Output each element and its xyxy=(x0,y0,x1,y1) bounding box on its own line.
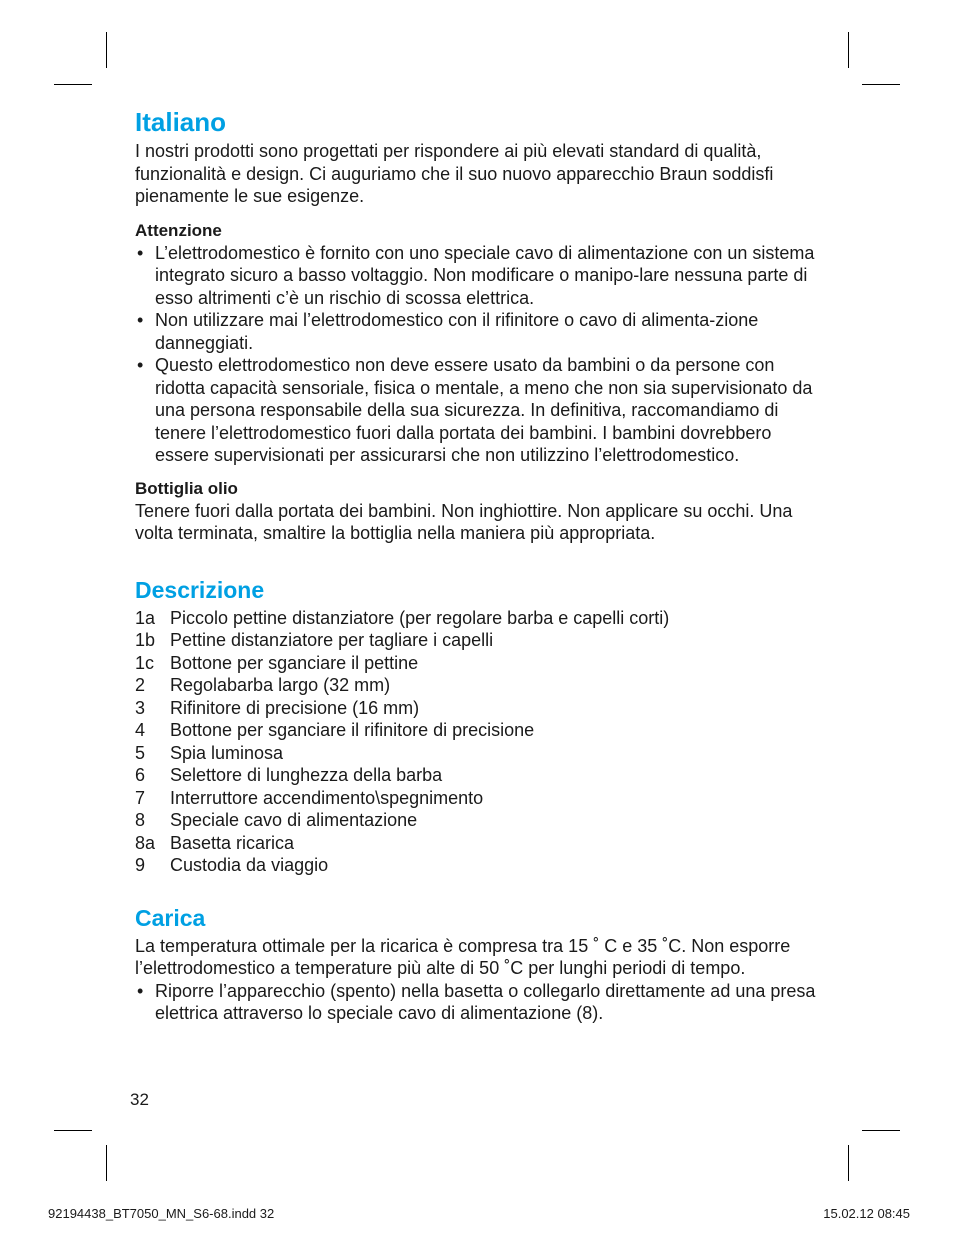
page-number: 32 xyxy=(130,1090,149,1109)
parts-list-item xyxy=(135,764,825,787)
part-label: Spia luminosa xyxy=(170,742,284,763)
part-number: 1a xyxy=(135,607,156,628)
footer-filename: 92194438_BT7050_MN_S6-68.indd 32 xyxy=(48,1206,275,1221)
bullet-icon: • xyxy=(137,355,144,375)
part-label: Regolabarba largo (32 mm) xyxy=(170,675,391,695)
bottiglia-paragraph: Tenere fuori dalla portata dei bambini. Non inghiottire. Non applicare su occhi. Una volta terminata, smaltire la bottiglia nella maniera più appropriata. xyxy=(135,500,793,543)
crop-mark xyxy=(862,1130,900,1131)
part-label: Selettore di lunghezza della barba xyxy=(170,765,443,785)
section-title-italiano: Italiano xyxy=(135,107,227,137)
part-number: 8 xyxy=(135,810,146,830)
parts-list-item xyxy=(135,809,825,832)
part-number: 3 xyxy=(135,697,146,718)
carica-list xyxy=(135,980,825,1025)
parts-list-item xyxy=(135,697,825,720)
list-item xyxy=(135,242,825,310)
parts-list-item xyxy=(135,629,825,652)
carica-paragraph: La temperatura ottimale per la ricarica è compresa tra 15 ˚ C e 35 ˚C. Non esporre l’elettrodomestico a temperature più alte di 50 ˚C per lunghi periodi di tempo. xyxy=(135,935,791,978)
part-number: 1c xyxy=(135,652,155,673)
part-label: Piccolo pettine distanziatore (per regolare barba e capelli corti) xyxy=(170,607,670,628)
list-item-text: Questo elettrodomestico non deve essere usato da bambini o da persone con ridotta capacità sensoriale, fisica o mentale, a meno che non sia supervisionato da una persona responsabile della sua sicurezza. In definitiva, raccomandiamo di tenere l’elettrodomestico fuori dalla portata dei bambini. I bambini dovrebbero essere supervisionati per assicurarsi che non utilizzino l’elettrodomestico. xyxy=(155,355,813,465)
parts-list-item xyxy=(135,652,825,675)
crop-mark xyxy=(54,1130,92,1131)
section-title-carica: Carica xyxy=(135,904,206,931)
part-number: 8a xyxy=(135,832,156,853)
crop-mark xyxy=(862,84,900,85)
bullet-icon: • xyxy=(137,310,144,330)
part-label: Speciale cavo di alimentazione xyxy=(170,810,418,830)
parts-list-item xyxy=(135,719,825,742)
bullet-icon: • xyxy=(137,242,144,263)
part-number: 4 xyxy=(135,720,146,740)
list-item xyxy=(135,309,825,354)
parts-list-item xyxy=(135,607,825,630)
part-label: Basetta ricarica xyxy=(170,832,295,853)
crop-mark xyxy=(106,1145,107,1181)
list-item-text: L’elettrodomestico è fornito con uno speciale cavo di alimentazione con un sistema integrato sicuro a basso voltaggio. Non modificare o manipo-lare nessuna parte di esso altrimenti c’è un rischio di scossa elettrica. xyxy=(155,242,815,308)
part-number: 6 xyxy=(135,765,146,785)
bullet-icon: • xyxy=(137,980,144,1001)
part-label: Pettine distanziatore per tagliare i capelli xyxy=(170,630,494,650)
part-label: Bottone per sganciare il rifinitore di precisione xyxy=(170,720,535,740)
section-title-descrizione: Descrizione xyxy=(135,576,265,603)
subheading-bottiglia-olio: Bottiglia olio xyxy=(135,478,238,498)
footer-datetime: 15.02.12 08:45 xyxy=(823,1206,910,1221)
part-label: Rifinitore di precisione (16 mm) xyxy=(170,697,420,718)
part-number: 9 xyxy=(135,855,146,875)
part-label: Interruttore accendimento\spegnimento xyxy=(170,787,484,808)
parts-list-item xyxy=(135,832,825,855)
page-content xyxy=(135,106,825,1025)
parts-list-item xyxy=(135,787,825,810)
parts-list xyxy=(135,607,825,877)
part-number: 2 xyxy=(135,675,146,695)
crop-mark xyxy=(106,32,107,68)
list-item-text: Non utilizzare mai l’elettrodomestico con il rifinitore o cavo di alimenta-zione danneggiati. xyxy=(155,310,759,353)
attenzione-list xyxy=(135,242,825,467)
intro-paragraph: I nostri prodotti sono progettati per rispondere ai più elevati standard di qualità, funzionalità e design. Ci auguriamo che il suo nuovo apparecchio Braun soddisfi pienamente le sue esigenze. xyxy=(135,141,774,206)
part-label: Custodia da viaggio xyxy=(170,855,329,875)
list-item-text: Riporre l’apparecchio (spento) nella basetta o collegarlo direttamente ad una presa elettrica attraverso lo speciale cavo di alimentazione (8). xyxy=(155,980,816,1023)
crop-mark xyxy=(848,32,849,68)
part-number: 1b xyxy=(135,630,156,650)
part-number: 7 xyxy=(135,787,146,808)
parts-list-item xyxy=(135,742,825,765)
crop-mark xyxy=(54,84,92,85)
part-label: Bottone per sganciare il pettine xyxy=(170,652,419,673)
crop-mark xyxy=(848,1145,849,1181)
part-number: 5 xyxy=(135,742,146,763)
subheading-attenzione: Attenzione xyxy=(135,220,222,240)
list-item xyxy=(135,980,825,1025)
list-item xyxy=(135,354,825,467)
parts-list-item xyxy=(135,854,825,877)
parts-list-item xyxy=(135,674,825,697)
